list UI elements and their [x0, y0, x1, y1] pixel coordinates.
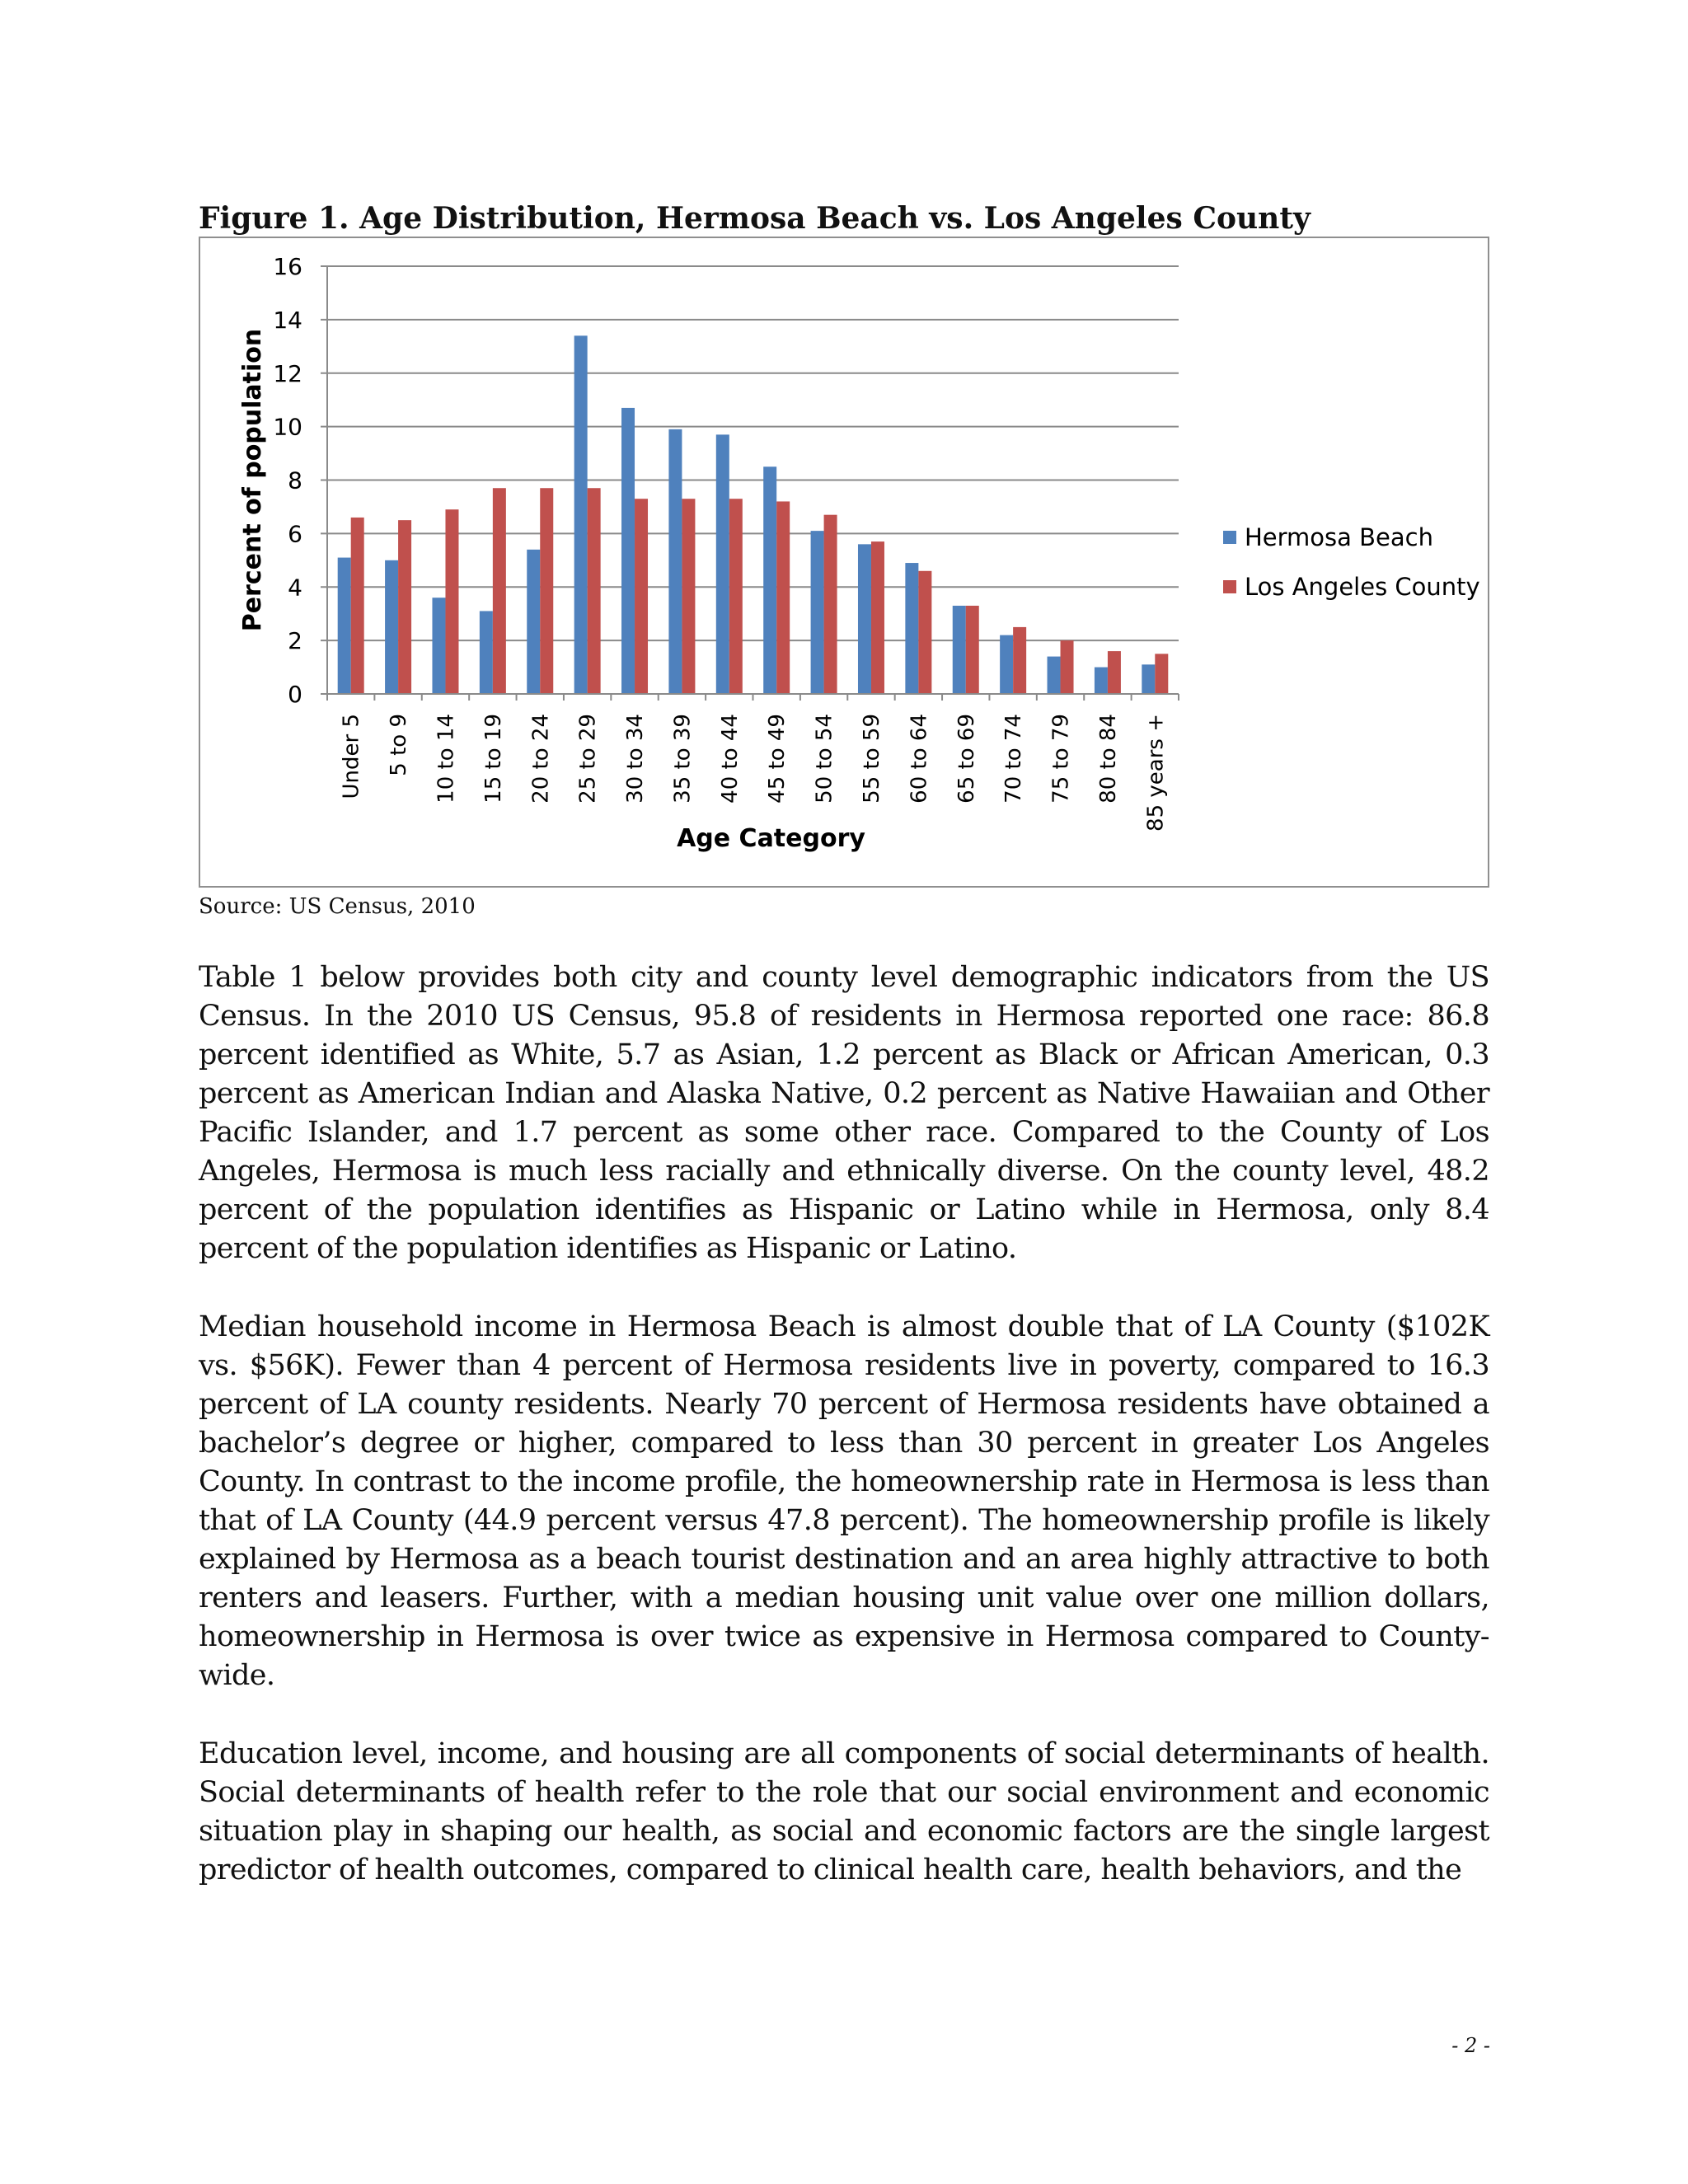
bar-los-angeles-county: [445, 509, 458, 694]
x-tick-label: 85 years +: [1143, 714, 1169, 832]
bar-los-angeles-county: [540, 488, 553, 694]
legend-swatch-los-angeles-county: [1223, 580, 1236, 593]
bar-los-angeles-county: [776, 501, 790, 694]
y-tick-label: 0: [288, 681, 302, 708]
x-tick-label: 80 to 84: [1095, 714, 1121, 804]
bar-los-angeles-county: [682, 499, 695, 694]
bar-hermosa-beach: [905, 563, 918, 694]
y-tick-label: 4: [288, 574, 302, 602]
bar-hermosa-beach: [668, 429, 682, 694]
bar-hermosa-beach: [953, 606, 966, 694]
x-tick-label: 50 to 54: [812, 713, 837, 804]
bar-los-angeles-county: [1013, 627, 1026, 694]
figure-title: Figure 1. Age Distribution, Hermosa Beach vs. Los Angeles County: [199, 201, 1311, 236]
bar-hermosa-beach: [527, 550, 540, 694]
x-tick-label: Under 5: [339, 714, 364, 799]
bar-los-angeles-county: [635, 499, 648, 694]
bar-los-angeles-county: [351, 518, 364, 694]
x-tick-label: 30 to 34: [623, 714, 649, 804]
bar-los-angeles-county: [1108, 651, 1121, 694]
y-tick-label: 8: [288, 466, 302, 494]
x-tick-label: 65 to 69: [954, 714, 979, 804]
x-tick-label: 15 to 19: [481, 714, 506, 804]
y-tick-label: 14: [273, 306, 302, 334]
y-tick-label: 16: [273, 253, 302, 280]
x-tick-label: 45 to 49: [765, 714, 790, 804]
bar-los-angeles-county: [493, 488, 506, 694]
paragraph-income: Median household income in Hermosa Beach is almost double that of LA County ($102K vs. $56K). Fewer than 4 percent of Hermosa residents live in poverty, compared to 16.3 percent of LA county residents. Nearly 70 percent of Hermosa residents have obtained a bachelor’s degree or higher, compared to less than 30 percent in greater Los Angeles County. In contrast to the income profile, the homeownership rate in Hermosa is less than that of LA County (44.9 percent versus 47.8 percent). The homeownership profile is likely explained by Hermosa as a beach tourist destination and an area highly attractive to both renters and leasers. Further, with a median housing unit value over one million dollars, homeownership in Hermosa is over twice as expensive in Hermosa compared to County-wide.: [199, 1310, 1489, 1692]
x-axis-title: Age Category: [677, 824, 865, 853]
bar-los-angeles-county: [918, 571, 931, 694]
bar-los-angeles-county: [398, 520, 411, 694]
paragraph-social-determinants: Education level, income, and housing are all components of social determinants of health. Social determinants of health refer to the role that our social environment and economic situation play in shaping our health, as social and economic factors are the single largest predictor of health outcomes, compared to clinical health care, health behaviors, and the: [199, 1737, 1489, 1886]
figure-source: Source: US Census, 2010: [199, 894, 476, 919]
x-tick-label: 25 to 29: [575, 714, 601, 804]
x-tick-label: 40 to 44: [717, 714, 743, 804]
bar-los-angeles-county: [966, 606, 979, 694]
page-number: - 2 -: [1451, 2034, 1490, 2057]
legend-label: Los Angeles County: [1245, 573, 1480, 601]
legend-swatch-hermosa-beach: [1223, 531, 1236, 544]
x-tick-label: 20 to 24: [528, 714, 554, 804]
bar-hermosa-beach: [1048, 657, 1061, 694]
bar-los-angeles-county: [871, 541, 884, 694]
bar-hermosa-beach: [1095, 668, 1108, 694]
bar-hermosa-beach: [338, 558, 351, 694]
x-tick-label: 35 to 39: [670, 714, 696, 804]
bar-los-angeles-county: [824, 515, 837, 694]
bar-hermosa-beach: [858, 544, 871, 694]
y-tick-label: 6: [288, 520, 302, 548]
bar-los-angeles-county: [729, 499, 743, 694]
x-tick-label: 55 to 59: [859, 714, 884, 804]
bar-hermosa-beach: [480, 611, 493, 694]
x-tick-label: 60 to 64: [907, 714, 932, 804]
bar-hermosa-beach: [432, 598, 445, 694]
paragraph-demographics: Table 1 below provides both city and county level demographic indicators from the US Census. In the 2010 US Census, 95.8 of residents in Hermosa reported one race: 86.8 percent identified as White, 5.7 as Asian, 1.2 percent as Black or African American, 0.3 percent as American Indian and Alaska Native, 0.2 percent as Native Hawaiian and Other Pacific Islander, and 1.7 percent as some other race. Compared to the County of Los Angeles, Hermosa is much less racially and ethnically diverse. On the county level, 48.2 percent of the population identifies as Hispanic or Latino while in Hermosa, only 8.4 percent of the population identifies as Hispanic or Latino.: [199, 961, 1489, 1265]
bar-los-angeles-county: [1155, 654, 1168, 694]
y-tick-label: 2: [288, 627, 302, 655]
bar-hermosa-beach: [763, 466, 776, 694]
bar-los-angeles-county: [588, 488, 601, 694]
x-tick-label: 75 to 79: [1048, 714, 1074, 804]
bar-hermosa-beach: [1142, 664, 1155, 694]
bar-hermosa-beach: [811, 531, 824, 694]
bar-hermosa-beach: [621, 408, 635, 694]
y-axis-title: Percent of population: [238, 328, 267, 632]
bar-hermosa-beach: [716, 434, 729, 694]
bar-los-angeles-county: [1061, 640, 1074, 694]
y-tick-label: 12: [273, 359, 302, 387]
x-tick-label: 70 to 74: [1001, 714, 1027, 804]
x-tick-label: 10 to 14: [434, 714, 459, 804]
x-tick-label: 5 to 9: [387, 714, 412, 776]
y-tick-label: 10: [273, 413, 302, 441]
bar-hermosa-beach: [574, 335, 588, 694]
bar-hermosa-beach: [385, 560, 398, 694]
legend-label: Hermosa Beach: [1245, 523, 1433, 551]
bar-hermosa-beach: [1000, 635, 1013, 694]
